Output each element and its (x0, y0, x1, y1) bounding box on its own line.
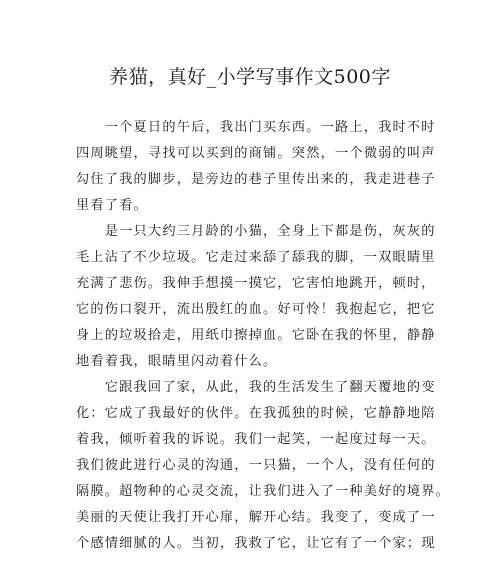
text-line: 一个夏日的午后，我出门买东西。一路上，我时不时 (76, 120, 436, 135)
text-line: 隔膜。超物种的心灵交流，让我们进入了一种美好的境界。 (76, 484, 451, 499)
text-line: 化：它成了我最好的伙伴。在我孤独的时候，它静静地陪 (76, 406, 436, 421)
text-line: 我们彼此进行心灵的沟通，一只猫，一个人，没有任何的 (76, 458, 436, 473)
text-line: 它的伤口裂开，流出殷红的血。好可怜！我抱起它，把它 (76, 302, 436, 317)
text-line: 充满了悲伤。我伸手想摸一摸它，它害怕地跳开，顿时， (76, 276, 436, 291)
text-line: 美丽的天使让我打开心扉，解开心结。我变了，变成了一 (76, 510, 436, 525)
text-line: 着我，倾听着我的诉说。我们一起笑，一起度过每一天。 (76, 432, 436, 447)
text-line: 毛上沾了不少垃圾。它走过来舔了舔我的脚，一双眼睛里 (76, 250, 436, 265)
text-line: 四周眺望，寻找可以买到的商铺。突然，一个微弱的叫声 (76, 146, 436, 161)
text-line: 个感情细腻的人。当初，我救了它，让它有了一个家；现 (76, 536, 436, 551)
text-line: 身上的垃圾拾走，用纸巾擦掉血。它卧在我的怀里，静静 (76, 328, 436, 343)
text-line: 里看了看。 (76, 198, 148, 213)
text-line: 勾住了我的脚步，是旁边的巷子里传出来的，我走进巷子 (76, 172, 436, 187)
text-line: 它跟我回了家，从此，我的生活发生了翻天覆地的变 (76, 380, 436, 395)
document-title: 养猫，真好_小学写事作文500字 (109, 66, 391, 88)
text-line: 是一只大约三月龄的小猫，全身上下都是伤，灰灰的 (76, 224, 436, 239)
text-line: 地看着我，眼睛里闪动着什么。 (76, 354, 278, 369)
